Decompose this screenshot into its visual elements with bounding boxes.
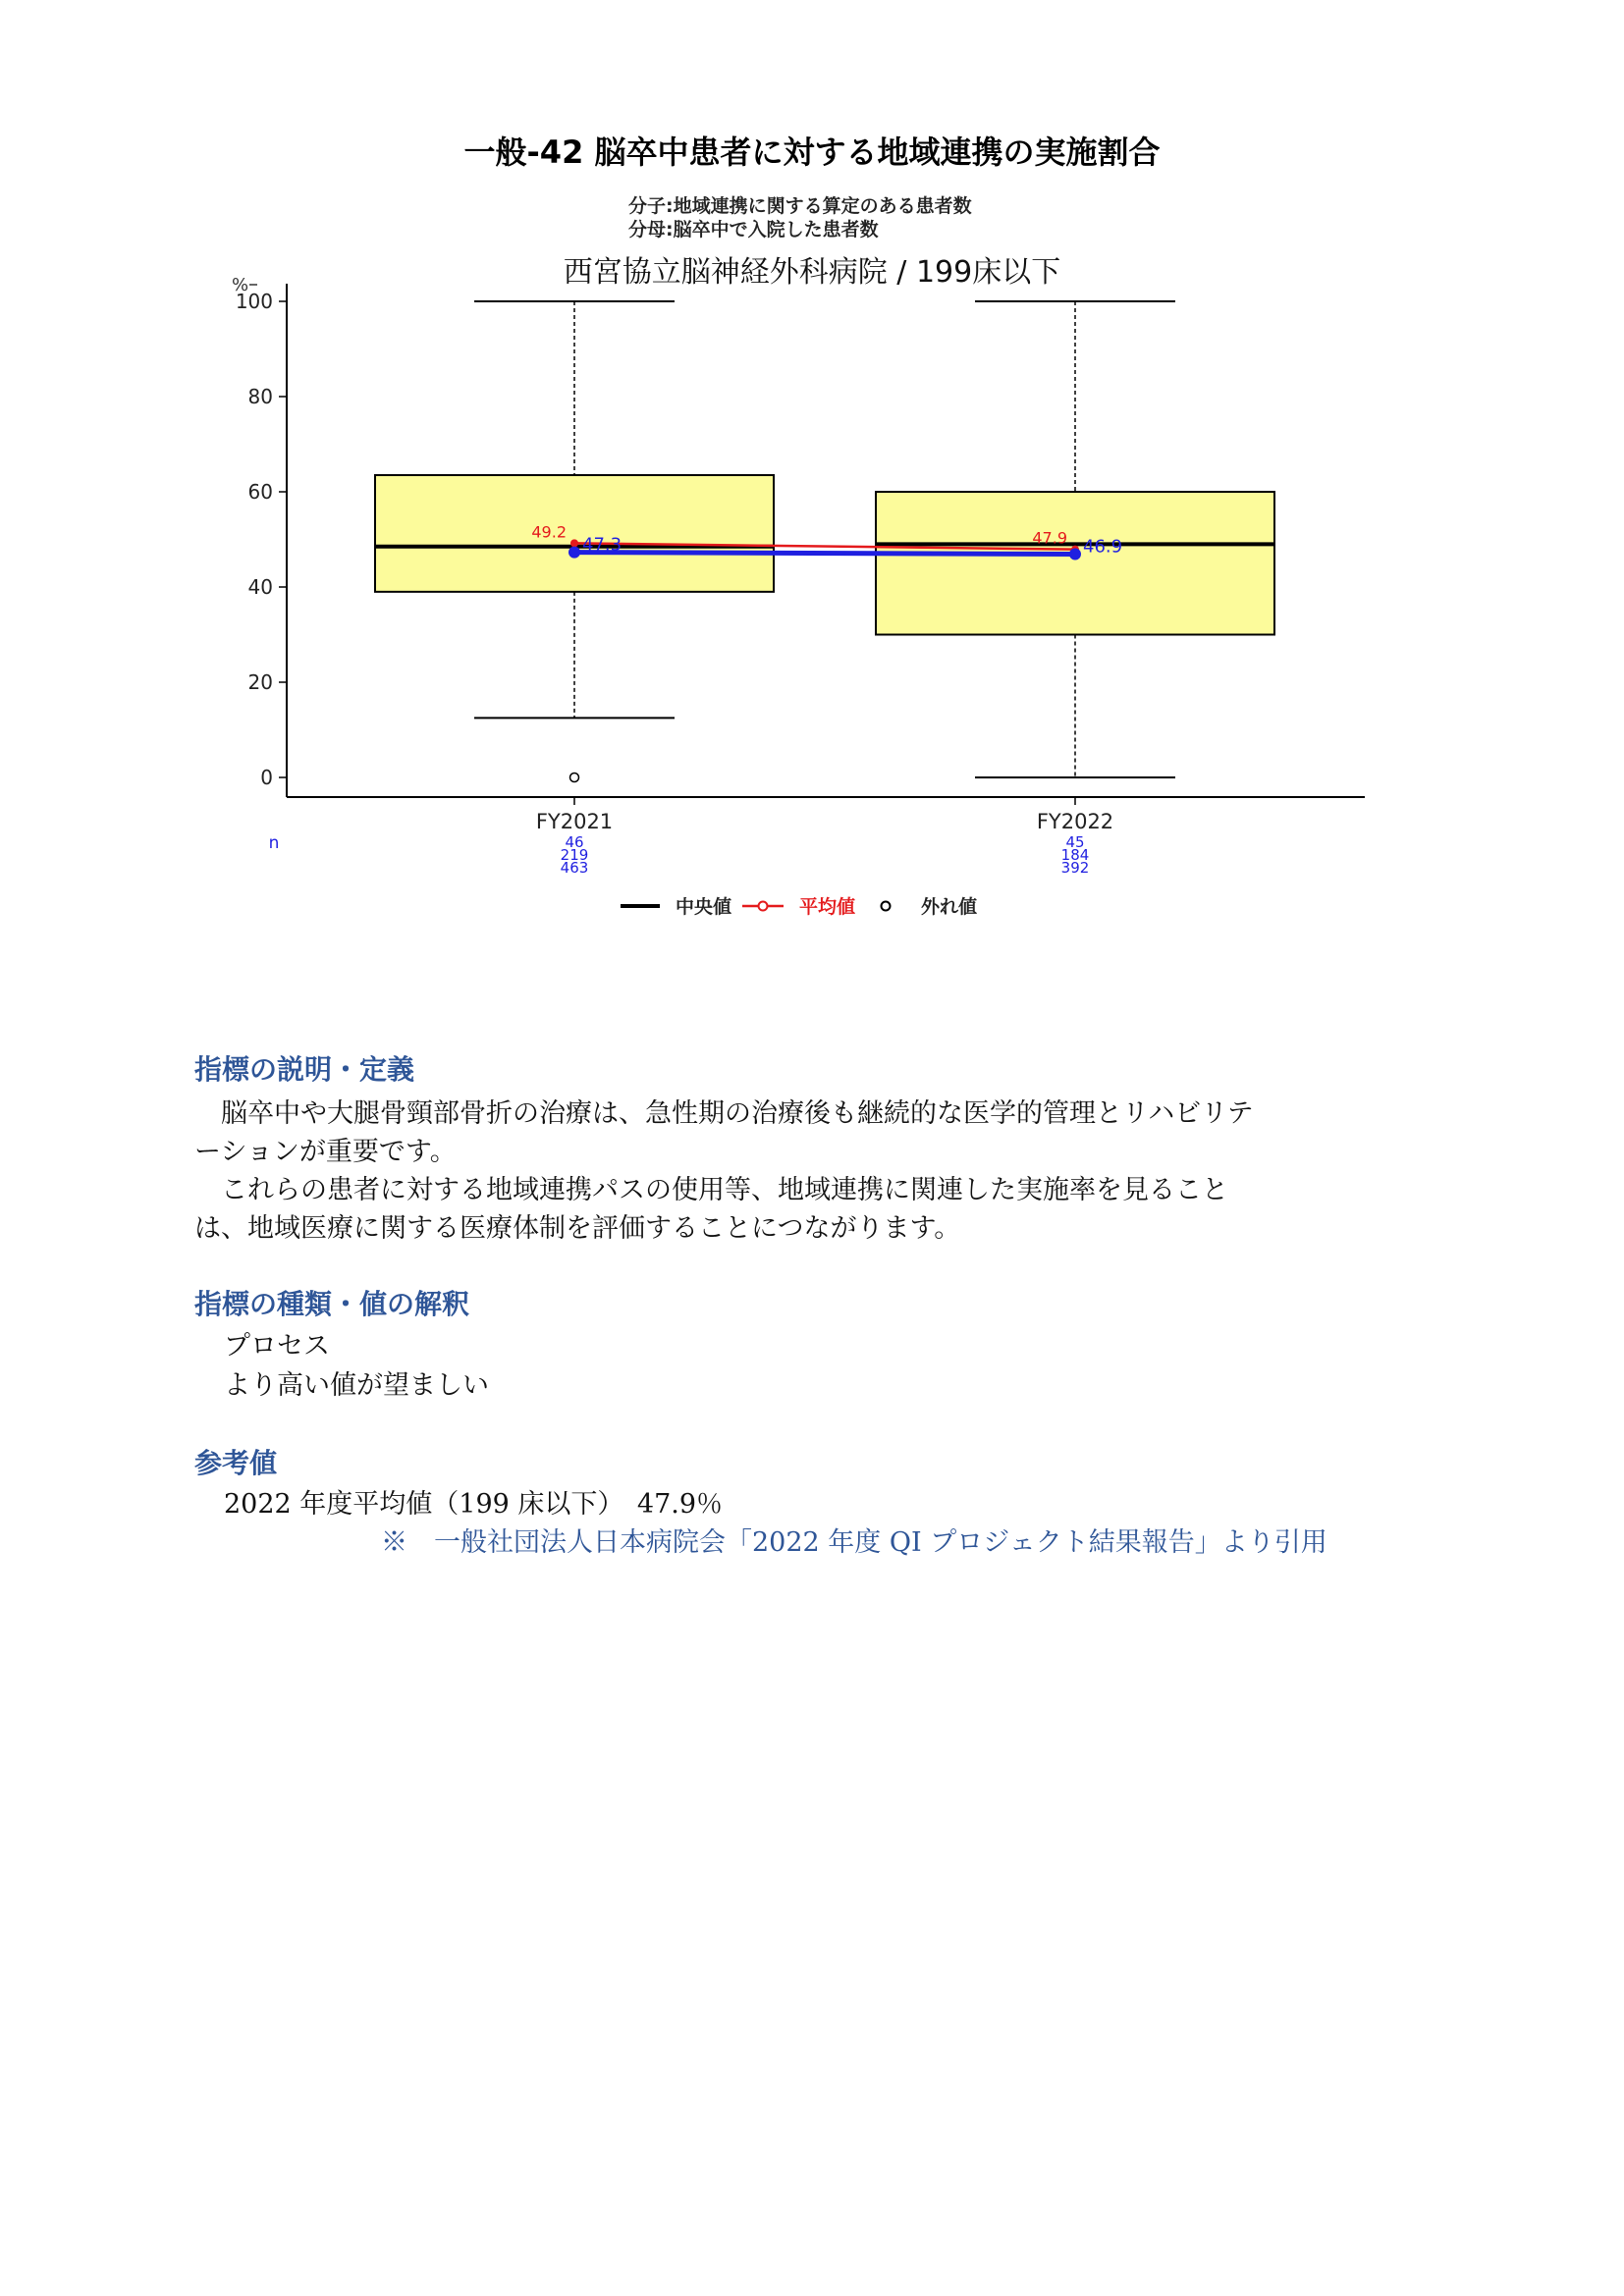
legend-outlier-label: 外れ値 (921, 896, 978, 918)
n-value: 392 (1060, 859, 1090, 877)
denominator-label: 分母:脳卒中で入院した患者数 (628, 219, 879, 240)
facility-value-label: 47.3 (582, 534, 623, 556)
facility-point (1069, 549, 1081, 561)
definition-line: これらの患者に対する地域連携パスの使用等、地域連携に関連した実施率を見ること (194, 1175, 1228, 1205)
definition-line: 脳卒中や大腿骨頸部骨折の治療は、急性期の治療後も継続的な医学的管理とリハビリテ (194, 1098, 1254, 1129)
n-value: 45 (1065, 833, 1085, 851)
reference-citation: ※ 一般社団法人日本病院会「2022 年度 QI プロジェクト結果報告」より引用 (381, 1527, 1327, 1558)
y-unit-label: % (232, 275, 249, 295)
facility-point (568, 547, 580, 559)
definition-line: ーションが重要です。 (194, 1137, 457, 1167)
mean-value-label: 49.2 (531, 522, 567, 542)
mean-point (570, 539, 578, 547)
legend-median-label: 中央値 (676, 896, 732, 918)
section-heading-definition: 指標の説明・定義 (194, 1053, 415, 1086)
n-value: 463 (560, 859, 589, 877)
outlier-point (570, 774, 579, 782)
reference-value: 2022 年度平均値（199 床以下） 47.9％ (224, 1489, 724, 1520)
chart-title: 一般-42 脳卒中患者に対する地域連携の実施割合 (463, 133, 1161, 171)
y-tick-label: 80 (247, 385, 273, 408)
box-plot-chart (0, 0, 1624, 942)
n-value: 219 (560, 846, 589, 864)
n-value: 46 (565, 833, 584, 851)
x-tick-label: FY2021 (535, 810, 614, 833)
section-heading-type: 指標の種類・値の解釈 (194, 1288, 470, 1320)
facility-series-line (574, 553, 1075, 555)
y-tick-label: 20 (247, 670, 273, 694)
x-tick-label: FY2022 (1036, 810, 1114, 833)
box-FY2021 (375, 475, 774, 592)
numerator-label: 分子:地域連携に関する算定のある患者数 (628, 195, 972, 217)
box-FY2022 (876, 492, 1274, 635)
mean-value-label: 47.9 (1032, 528, 1067, 548)
y-tick-label: 60 (247, 480, 273, 504)
legend-outlier-marker (882, 902, 891, 911)
n-value: 184 (1060, 846, 1090, 864)
facility-name: 西宮協立脳神経外科病院 / 199床以下 (563, 255, 1061, 290)
y-tick-label: 0 (260, 766, 273, 789)
legend-mean-label: 平均値 (799, 896, 856, 918)
legend-mean-marker (759, 902, 768, 911)
definition-line: は、地域医療に関する医療体制を評価することにつながります。 (194, 1213, 961, 1244)
y-tick-label: 40 (247, 575, 273, 599)
y-tick-label: 100 (235, 290, 273, 313)
section-heading-reference: 参考値 (194, 1447, 278, 1479)
n-label: n (268, 833, 280, 853)
type-line: プロセス (224, 1331, 330, 1362)
facility-value-label: 46.9 (1083, 536, 1123, 558)
type-line: より高い値が望ましい (224, 1370, 489, 1401)
